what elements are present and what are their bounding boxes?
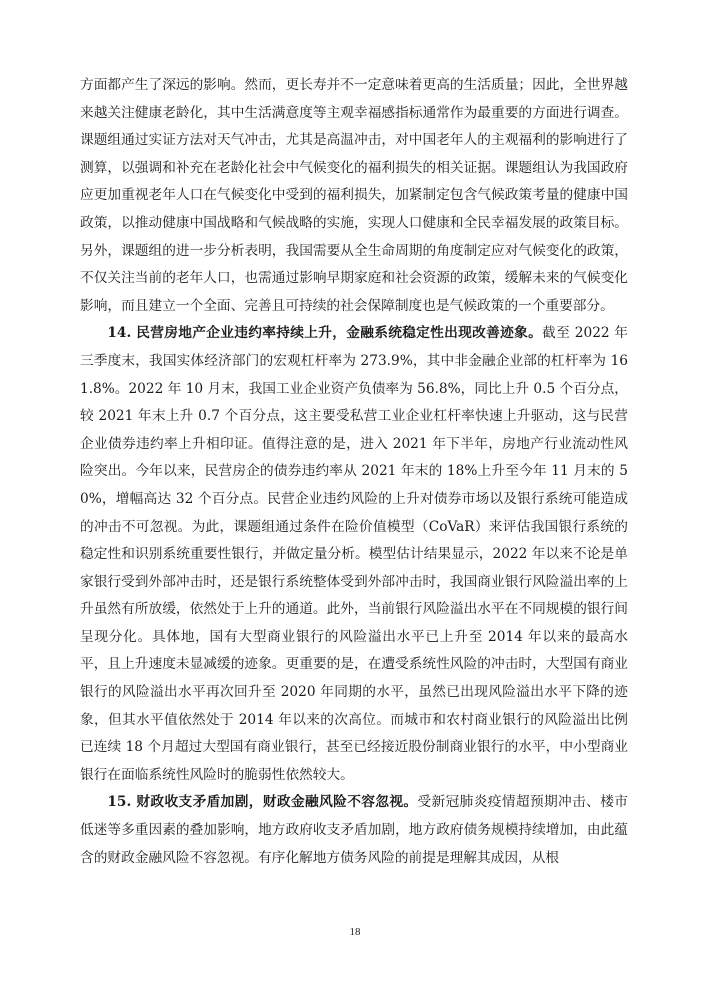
- section-15-body: 受新冠肺炎疫情超预期冲击、楼市低迷等多重因素的叠加影响，地方政府收支矛盾加剧，地方政府债务规模持续增加，由此蕴含的财政金融风险不容忽视。有序化解地方债务风险的前提是理解其成因，从根: [80, 794, 628, 866]
- section-14-paragraph: [80, 320, 628, 789]
- section-15-paragraph: [80, 789, 628, 872]
- section-14-heading: 14. 民营房地产企业违约率持续上升，金融系统稳定性出现改善迹象。: [107, 325, 543, 342]
- document-page: [80, 72, 628, 872]
- intro-paragraph: 方面都产生了深远的影响。然而，更长寿并不一定意味着更高的生活质量；因此，全世界越来越关注健康老龄化，其中生活满意度等主观幸福感指标通常作为最重要的方面进行调查。课题组通过实证方法对天气冲击，尤其是高温冲击，对中国老年人的主观福利的影响进行了测算，以强调和补充在老龄化社会中气候变化的福利损失的相关证据。课题组认为我国政府应更加重视老年人口在气候变化中受到的福利损失，加紧制定包含气候政策考量的健康中国政策，以推动健康中国战略和气候战略的实施，实现人口健康和全民幸福发展的政策目标。另外，课题组的进一步分析表明，我国需要从全生命周期的角度制定应对气候变化的政策，不仅关注当前的老年人口，也需通过影响早期家庭和社会资源的政策，缓解未来的气候变化影响，而且建立一个全面、完善且可持续的社会保障制度也是气候政策的一个重要部分。: [80, 77, 628, 314]
- section-14-body: 截至 2022 年三季度末，我国实体经济部门的宏观杠杆率为 273.9%，其中非金融企业部的杠杆率为 161.8%。2022 年 10 月末，我国工业企业资产负债率为 56.8%，同比上升 0.5 个百分点，较 2021 年末上升 0.7 个百分点，这主要受私营工业企业杠杆率快速上升驱动，这与民营企业债券违约率上升相印证。值得注意的是，进入 2021 年下半年，房地产行业流动性风险突出。今年以来，民营房企的债券违约率从 2021 年末的 18%上升至今年 11 月末的 50%，增幅高达 32 个百分点。民营企业违约风险的上升对债券市场以及银行系统可能造成的冲击不可忽视。为此，课题组通过条件在险价值模型（CoVaR）来评估我国银行系统的稳定性和识别系统重要性银行，并做定量分析。模型估计结果显示，2022 年以来不论是单家银行受到外部冲击时，还是银行系统整体受到外部冲击时，我国商业银行风险溢出率的上升虽然有所放缓，依然处于上升的通道。此外，当前银行风险溢出水平在不同规模的银行间呈现分化。具体地，国有大型商业银行的风险溢出水平已上升至 2014 年以来的最高水平，且上升速度未显减缓的迹象。更重要的是，在遭受系统性风险的冲击时，大型国有商业银行的风险溢出水平再次回升至 2020 年同期的水平，虽然已出现风险溢出水平下降的迹象，但其水平值依然处于 2014 年以来的次高位。而城市和农村商业银行的风险溢出比例已连续 18 个月超过大型国有商业银行，甚至已经接近股份制商业银行的水平，中小型商业银行在面临系统性风险时的脆弱性依然较大。: [80, 325, 628, 783]
- page-number: 18: [349, 926, 361, 938]
- section-15-heading: 15. 财政收支矛盾加剧，财政金融风险不容忽视。: [107, 794, 418, 811]
